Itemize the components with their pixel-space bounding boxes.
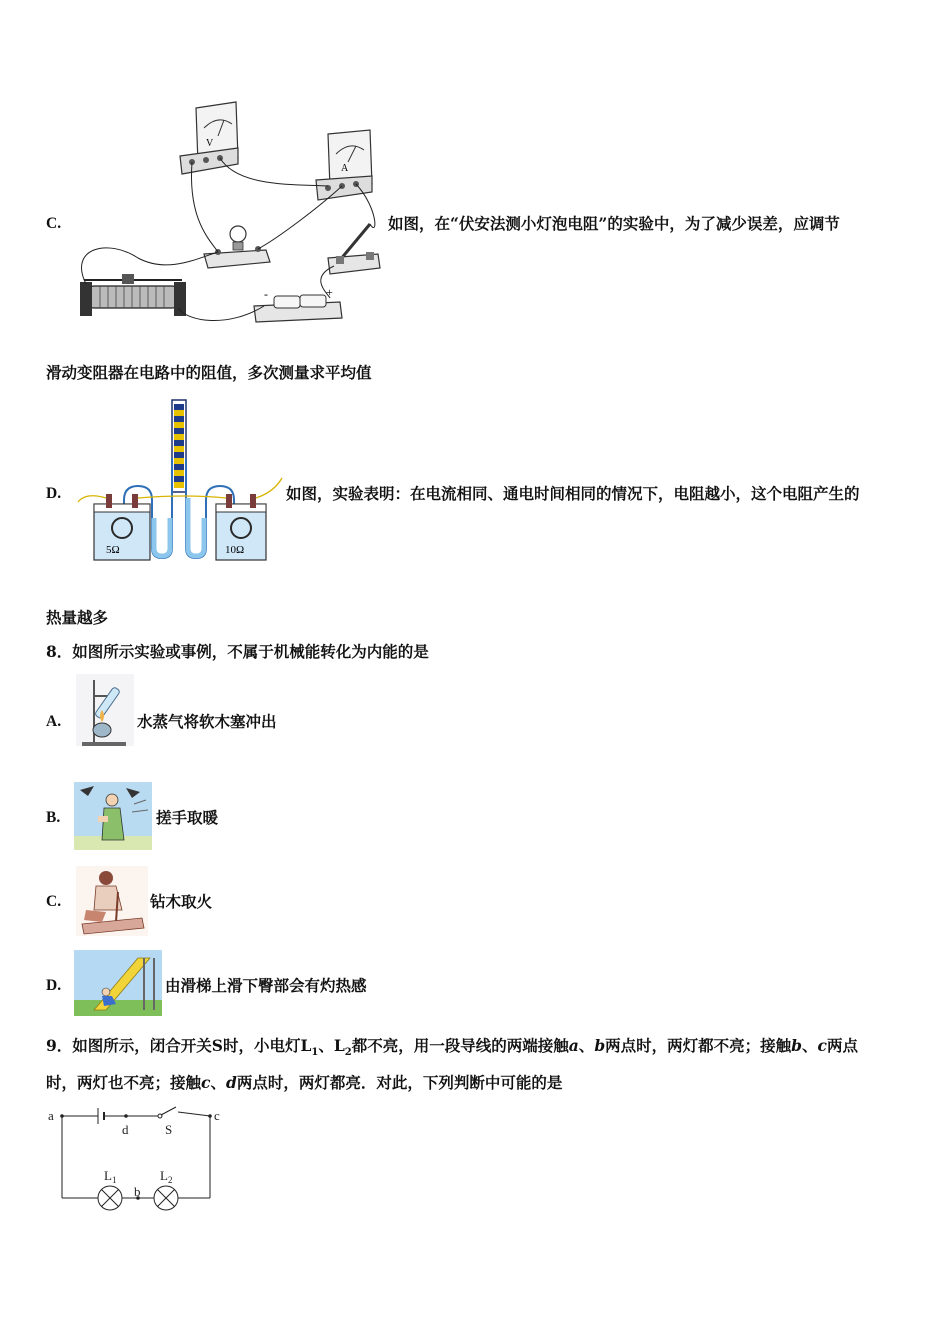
q9-stem-part: 两点时，两灯都不亮；接触: [605, 1036, 792, 1055]
q9-stem-part: 两点时，两灯都亮．对此，下列判断中可能的是: [236, 1073, 563, 1092]
q9-var: d: [225, 1073, 237, 1092]
q9-stem-part: 、: [578, 1036, 595, 1055]
ammeter-letter: A: [341, 163, 349, 174]
battery-plus: +: [326, 285, 333, 299]
q9-var: c: [817, 1036, 827, 1055]
resistor-5-label: 5Ω: [106, 544, 120, 556]
node-a-label: a: [48, 1108, 54, 1123]
lamp-l1-label: $L_1$: [104, 1168, 117, 1185]
q9-var: b: [791, 1036, 803, 1055]
rubbing-hands-icon: [74, 782, 152, 850]
q8-option-a-text: 水蒸气将软木塞冲出: [137, 712, 277, 731]
ammeter-icon: [316, 130, 372, 200]
resistor-10-label: 10Ω: [225, 544, 245, 556]
switch-icon: [158, 1107, 176, 1118]
test-tube-heating-icon: [74, 672, 136, 748]
right-container-icon: [216, 494, 266, 560]
lamp-l2-icon: [154, 1186, 178, 1210]
q8-option-d-text: 由滑梯上滑下臀部会有灼热感: [165, 976, 367, 995]
q9-stem-part: 9．如图所示，闭合开关S时，小电灯L: [46, 1036, 312, 1055]
lamp-l1-icon: [98, 1186, 122, 1210]
left-container-icon: [94, 494, 150, 560]
voltammetry-circuit-figure: [78, 98, 388, 328]
q9-stem-part: 、L: [318, 1036, 345, 1055]
scale-ruler-icon: [172, 400, 186, 492]
q8-option-d-label: D.: [46, 977, 62, 994]
node-d-label: d: [122, 1122, 129, 1137]
voltmeter-icon: [180, 102, 238, 174]
q9-stem-part: 都不亮，用一段导线的两端接触: [351, 1036, 569, 1055]
battery-minus: -: [264, 287, 268, 301]
battery-box-icon: [254, 285, 342, 322]
circuit-diagram: [46, 1104, 236, 1219]
q9-l1-sub: 1: [311, 1047, 319, 1059]
q9-var: a: [568, 1036, 579, 1055]
q9-stem-part: 两点: [826, 1036, 858, 1055]
q9-var: b: [594, 1036, 606, 1055]
voltmeter-letter: V: [206, 138, 214, 149]
q8-option-b-label: B.: [46, 809, 61, 826]
q9-l2-sub: 2: [344, 1047, 352, 1059]
slide-icon: [74, 950, 162, 1016]
q8-option-b-text: 搓手取暖: [156, 808, 219, 827]
drilling-wood-fire-icon: [76, 866, 148, 936]
q8-option-c-text: 钻木取火: [150, 892, 213, 911]
q7-option-c-text-line2: 滑动变阻器在电路中的阻值，多次测量求平均值: [46, 363, 372, 382]
q9-stem-line2: [46, 1072, 562, 1094]
q9-var: c: [201, 1073, 211, 1092]
q8-option-a-label: A.: [46, 713, 62, 730]
node-b-label: b: [134, 1184, 141, 1199]
q9-stem-part: 、: [210, 1073, 226, 1092]
q9-stem-line1: [46, 1035, 858, 1064]
q7-option-d-label: D.: [46, 485, 62, 502]
joule-heating-figure: [76, 398, 286, 563]
rheostat-icon: [80, 274, 186, 316]
q7-option-d-text-line1: 如图，实验表明：在电流相同、通电时间相同的情况下，电阻越小，这个电阻产生的: [286, 484, 860, 503]
switch-s-label: S: [165, 1122, 173, 1137]
node-c-label: c: [214, 1108, 220, 1123]
q7-option-c-label: C.: [46, 215, 62, 232]
q7-option-c-text-line1: 如图，在“伏安法测小灯泡电阻”的实验中，为了减少误差，应调节: [388, 214, 840, 233]
q7-option-d-text-line2: 热量越多: [46, 608, 109, 627]
q9-stem-part: 时，两灯也不亮；接触: [46, 1073, 202, 1092]
q8-option-c-label: C.: [46, 893, 62, 910]
q9-stem-part: 、: [802, 1036, 818, 1055]
lamp-l2-label: $L_2$: [160, 1168, 173, 1185]
knife-switch-icon: [328, 224, 380, 274]
q8-stem: 8．如图所示实验或事例，不属于机械能转化为内能的是: [46, 642, 429, 661]
